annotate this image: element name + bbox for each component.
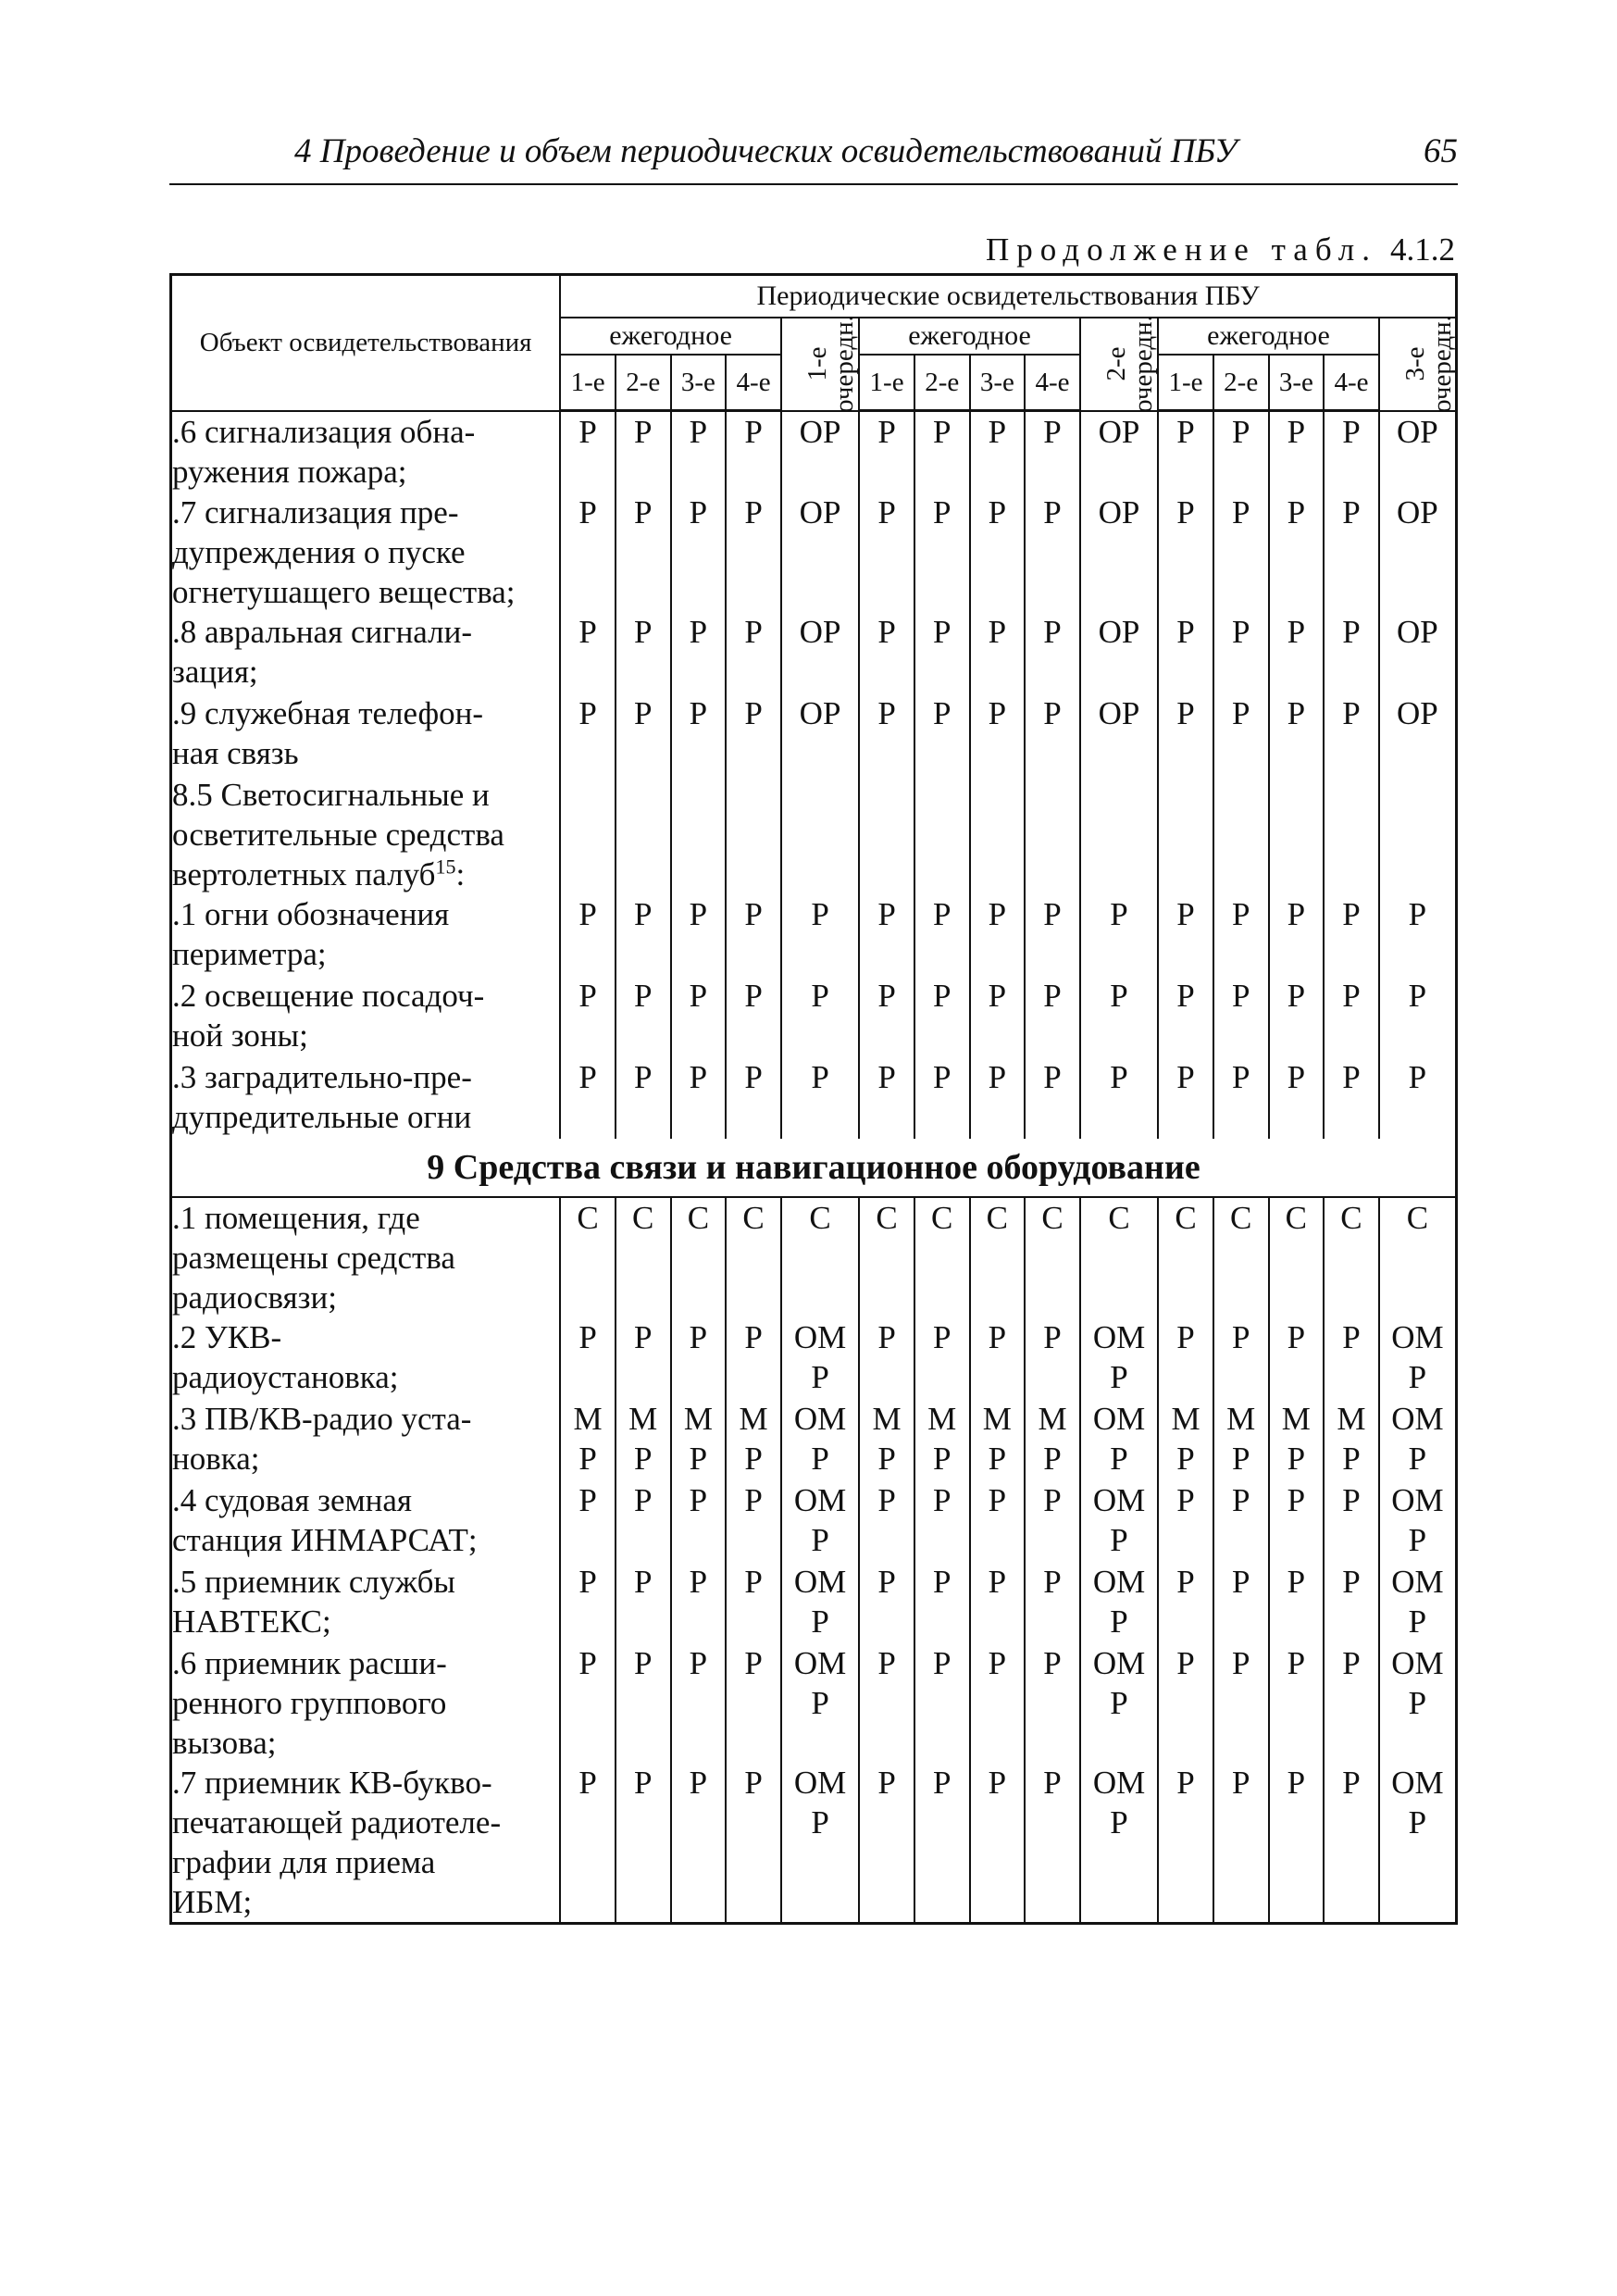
cell-value: Р <box>970 612 1026 693</box>
cell-value: Р <box>671 612 727 693</box>
cell-value: Р <box>1025 411 1080 493</box>
cell-value: ОМ Р <box>1379 1643 1457 1763</box>
cell-value: ОМ Р <box>1080 1480 1158 1562</box>
cell-value: Р <box>970 894 1026 976</box>
cell-value: Р <box>1158 411 1213 493</box>
cell-value: Р <box>671 1480 727 1562</box>
cell-value: ОМ Р <box>1379 1399 1457 1480</box>
cell-value: Р <box>1158 1562 1213 1643</box>
cell-value: ОМ Р <box>1080 1399 1158 1480</box>
cell-value: Р <box>1025 693 1080 775</box>
annual-header-2: ежегодное <box>859 318 1080 355</box>
page-number: 65 <box>1424 132 1458 170</box>
cell-value: Р <box>671 1317 727 1399</box>
cell-value: Р <box>726 411 781 493</box>
cell-value: Р <box>1158 1480 1213 1562</box>
cell-value: С <box>616 1197 671 1317</box>
cell-value: Р <box>1158 693 1213 775</box>
cell-value: ОМ Р <box>1080 1763 1158 1924</box>
cell-value: ОР <box>781 411 859 493</box>
cell-value: Р <box>1324 693 1379 775</box>
cell-value: Р <box>560 1643 616 1763</box>
cell-value: М Р <box>914 1399 970 1480</box>
cell-value: Р <box>970 411 1026 493</box>
cell-value: Р <box>970 1562 1026 1643</box>
row-label: .6 приемник расши- ренного группового вызова; <box>171 1643 561 1763</box>
cell-value: Р <box>1025 1763 1080 1924</box>
cell-value: Р <box>1213 612 1269 693</box>
cell-value: ОР <box>1080 493 1158 612</box>
cell-value: Р <box>1379 1057 1457 1139</box>
cell-value: Р <box>1269 1480 1325 1562</box>
table-row <box>171 1197 1457 1317</box>
cell-value: Р <box>726 1480 781 1562</box>
cell-value: Р <box>1379 976 1457 1057</box>
cell-value: Р <box>560 1480 616 1562</box>
cell-value: Р <box>1269 1643 1325 1763</box>
cell-value: Р <box>1269 1317 1325 1399</box>
cell-value: Р <box>616 1317 671 1399</box>
cell-value: Р <box>560 976 616 1057</box>
table-row <box>171 1399 1457 1480</box>
cell-value: Р <box>1158 612 1213 693</box>
cell-value: Р <box>914 1317 970 1399</box>
cell-value: Р <box>970 1480 1026 1562</box>
cell-value: Р <box>726 976 781 1057</box>
cell-value: Р <box>671 1562 727 1643</box>
cell-value: ОР <box>1379 693 1457 775</box>
cell-value: Р <box>859 693 914 775</box>
cell-value: М Р <box>1025 1399 1080 1480</box>
cell-value: Р <box>1158 976 1213 1057</box>
row-label: .6 сигнализация обна- ружения пожара; <box>171 411 561 493</box>
cell-value: Р <box>560 411 616 493</box>
cell-value: Р <box>914 894 970 976</box>
inspection-table <box>169 273 1458 1925</box>
cell-value: Р <box>970 1057 1026 1139</box>
cell-value: ОР <box>1080 411 1158 493</box>
cell-value: С <box>1324 1197 1379 1317</box>
cell-value: Р <box>970 1317 1026 1399</box>
cell-value: С <box>1158 1197 1213 1317</box>
cell-value: ОМ Р <box>1379 1480 1457 1562</box>
sub-header: 1-е <box>859 355 914 411</box>
cell-value: Р <box>616 693 671 775</box>
cell-value: Р <box>616 894 671 976</box>
row-label: .2 УКВ- радиоустановка; <box>171 1317 561 1399</box>
cell-value: Р <box>1324 493 1379 612</box>
cell-value: С <box>781 1197 859 1317</box>
cell-value: М Р <box>726 1399 781 1480</box>
cell-value: Р <box>671 1057 727 1139</box>
table-row <box>171 894 1457 976</box>
cell-value: С <box>914 1197 970 1317</box>
cell-value: Р <box>726 693 781 775</box>
cell-value: С <box>1025 1197 1080 1317</box>
cell-value: Р <box>1213 693 1269 775</box>
row-label: .9 служебная телефон- ная связь <box>171 693 561 775</box>
cell-value: ОР <box>1379 612 1457 693</box>
cell-value: Р <box>1213 976 1269 1057</box>
cell-value: Р <box>1213 1057 1269 1139</box>
cell-value: Р <box>859 1480 914 1562</box>
cell-value: Р <box>671 894 727 976</box>
running-head-title: 4 Проведение и объем периодических освидетельствований ПБУ <box>294 132 1238 170</box>
cell-value: М Р <box>616 1399 671 1480</box>
cell-value: ОР <box>1379 411 1457 493</box>
cell-value: Р <box>1324 1562 1379 1643</box>
cell-value: ОР <box>1080 612 1158 693</box>
sub-header: 3-е <box>970 355 1026 411</box>
cell-value: Р <box>1158 1057 1213 1139</box>
table-row <box>171 1643 1457 1763</box>
cell-value: Р <box>914 493 970 612</box>
cell-value: ОМ Р <box>781 1562 859 1643</box>
sub-header: 3-е <box>671 355 727 411</box>
sub-header: 3-е <box>1269 355 1325 411</box>
row-label: .3 ПВ/КВ-радио уста- новка; <box>171 1399 561 1480</box>
cell-value: Р <box>560 1763 616 1924</box>
table-row <box>171 775 1457 894</box>
cell-value: Р <box>560 693 616 775</box>
cell-value: ОМ Р <box>1080 1643 1158 1763</box>
cell-value: Р <box>1324 411 1379 493</box>
cell-value: ОМ Р <box>781 1480 859 1562</box>
cell-value: М Р <box>1324 1399 1379 1480</box>
table-row <box>171 976 1457 1057</box>
cell-value: М Р <box>1269 1399 1325 1480</box>
cell-value: Р <box>1324 612 1379 693</box>
cell-value: Р <box>726 1562 781 1643</box>
cell-value: Р <box>1213 1480 1269 1562</box>
cell-value: Р <box>970 493 1026 612</box>
cell-value: Р <box>970 1763 1026 1924</box>
cell-value: Р <box>1158 1763 1213 1924</box>
cell-value: Р <box>1025 1562 1080 1643</box>
cell-value: Р <box>970 976 1026 1057</box>
cell-value: Р <box>726 1643 781 1763</box>
cell-value: Р <box>859 1643 914 1763</box>
cell-value: Р <box>1158 1643 1213 1763</box>
table-row <box>171 493 1457 612</box>
caption-table-ref: 4.1.2 <box>1390 231 1455 268</box>
cell-value: Р <box>970 1643 1026 1763</box>
cell-value: Р <box>616 1480 671 1562</box>
annual-header-1: ежегодное <box>560 318 781 355</box>
cell-value: ОР <box>781 612 859 693</box>
cell-value: ОМ Р <box>781 1317 859 1399</box>
cell-value: Р <box>1025 976 1080 1057</box>
cell-value: Р <box>1324 1643 1379 1763</box>
cell-value: Р <box>616 1763 671 1924</box>
row-label: .3 заградительно-пре- дупредительные огни <box>171 1057 561 1139</box>
cell-value: Р <box>1213 1643 1269 1763</box>
cell-value: Р <box>914 1643 970 1763</box>
cell-value: С <box>1080 1197 1158 1317</box>
cell-value: Р <box>1269 612 1325 693</box>
regular-header-1: 1-е очередн. <box>781 318 859 411</box>
cell-value: Р <box>1213 894 1269 976</box>
sub-header: 4-е <box>1025 355 1080 411</box>
cell-value: С <box>560 1197 616 1317</box>
cell-value: Р <box>1379 894 1457 976</box>
cell-value: Р <box>1269 976 1325 1057</box>
cell-value: Р <box>970 693 1026 775</box>
cell-value: С <box>1213 1197 1269 1317</box>
cell-value: Р <box>726 612 781 693</box>
cell-value: Р <box>1158 493 1213 612</box>
cell-value: М Р <box>970 1399 1026 1480</box>
cell-value: Р <box>1080 976 1158 1057</box>
cell-value: Р <box>616 1643 671 1763</box>
row-label: .4 судовая земная станция ИНМАРСАТ; <box>171 1480 561 1562</box>
cell-value: М Р <box>1213 1399 1269 1480</box>
cell-value: М Р <box>560 1399 616 1480</box>
cell-value: ОМ Р <box>1379 1562 1457 1643</box>
cell-value: Р <box>1269 894 1325 976</box>
cell-value: Р <box>616 1057 671 1139</box>
table-row <box>171 411 1457 493</box>
cell-value: ОР <box>781 493 859 612</box>
cell-value: С <box>970 1197 1026 1317</box>
sub-header: 2-е <box>616 355 671 411</box>
cell-value: Р <box>859 976 914 1057</box>
cell-value: ОМ Р <box>1080 1317 1158 1399</box>
cell-value: Р <box>1080 1057 1158 1139</box>
cell-value: Р <box>859 612 914 693</box>
regular-header-3: 3-е очередн. <box>1379 318 1457 411</box>
cell-value: Р <box>671 411 727 493</box>
cell-value: Р <box>859 1562 914 1643</box>
cell-value: Р <box>781 976 859 1057</box>
section-title: 9 Средства связи и навигационное оборудование <box>427 1147 1200 1187</box>
cell-value: Р <box>1025 612 1080 693</box>
cell-value: Р <box>781 894 859 976</box>
cell-value: Р <box>560 1057 616 1139</box>
cell-value: Р <box>914 612 970 693</box>
row-label: .7 сигнализация пре- дупреждения о пуске огнетушащего вещества; <box>171 493 561 612</box>
row-label: .1 помещения, где размещены средства радиосвязи; <box>171 1197 561 1317</box>
running-head <box>169 130 1458 185</box>
cell-value: Р <box>859 894 914 976</box>
annual-header-3: ежегодное <box>1158 318 1379 355</box>
row-label: .1 огни обозначения периметра; <box>171 894 561 976</box>
cell-value: Р <box>671 493 727 612</box>
cell-value: Р <box>560 612 616 693</box>
cell-value: Р <box>1269 693 1325 775</box>
cell-value: Р <box>1025 894 1080 976</box>
row-label: .2 освещение посадоч- ной зоны; <box>171 976 561 1057</box>
row-label: .5 приемник службы НАВТЕКС; <box>171 1562 561 1643</box>
regular-header-2: 2-е очередн. <box>1080 318 1158 411</box>
cell-value: Р <box>1158 894 1213 976</box>
cell-value: Р <box>1080 894 1158 976</box>
cell-value: ОР <box>781 693 859 775</box>
cell-value: Р <box>1269 1763 1325 1924</box>
cell-value: Р <box>616 612 671 693</box>
table-row <box>171 1317 1457 1399</box>
cell-value: ОР <box>1080 693 1158 775</box>
cell-value: Р <box>1324 1057 1379 1139</box>
cell-value: Р <box>616 411 671 493</box>
cell-value: ОМ Р <box>781 1399 859 1480</box>
cell-value: Р <box>1025 1643 1080 1763</box>
cell-value: ОМ Р <box>1080 1562 1158 1643</box>
cell-value: Р <box>914 411 970 493</box>
cell-value: Р <box>1025 1480 1080 1562</box>
cell-value: Р <box>1269 493 1325 612</box>
cell-value: Р <box>1213 493 1269 612</box>
cell-value: Р <box>671 1763 727 1924</box>
cell-value: С <box>859 1197 914 1317</box>
sub-header: 1-е <box>1158 355 1213 411</box>
cell-value: Р <box>560 894 616 976</box>
cell-value: С <box>1269 1197 1325 1317</box>
cell-value: Р <box>1158 1317 1213 1399</box>
cell-value: Р <box>1324 1763 1379 1924</box>
sub-header: 2-е <box>914 355 970 411</box>
cell-value: Р <box>560 1562 616 1643</box>
cell-value: Р <box>671 693 727 775</box>
sub-header: 4-е <box>726 355 781 411</box>
cell-value: Р <box>1269 1562 1325 1643</box>
cell-value: Р <box>671 976 727 1057</box>
cell-value: Р <box>1025 1317 1080 1399</box>
cell-value: ОР <box>1379 493 1457 612</box>
cell-value: Р <box>1213 1562 1269 1643</box>
cell-value: С <box>1379 1197 1457 1317</box>
cell-value: Р <box>1269 1057 1325 1139</box>
cell-value: Р <box>781 1057 859 1139</box>
cell-value: Р <box>914 693 970 775</box>
cell-value: М Р <box>671 1399 727 1480</box>
table-row <box>171 1480 1457 1562</box>
cell-value: Р <box>616 493 671 612</box>
table-caption <box>986 231 1455 268</box>
sub-header: 4-е <box>1324 355 1379 411</box>
cell-value: Р <box>859 1317 914 1399</box>
cell-value: Р <box>859 493 914 612</box>
cell-value: Р <box>1213 1763 1269 1924</box>
cell-value: С <box>726 1197 781 1317</box>
cell-value: Р <box>671 1643 727 1763</box>
cell-value: Р <box>859 1057 914 1139</box>
cell-value: Р <box>726 894 781 976</box>
table-row <box>171 693 1457 775</box>
cell-value: М Р <box>1158 1399 1213 1480</box>
object-column-header: Объект освидетельствования <box>171 275 561 411</box>
cell-value: Р <box>914 1562 970 1643</box>
cell-value: Р <box>859 411 914 493</box>
table-row <box>171 612 1457 693</box>
cell-value: Р <box>914 976 970 1057</box>
cell-value: Р <box>1213 411 1269 493</box>
section-row <box>171 1139 1457 1197</box>
cell-value: ОМ Р <box>781 1643 859 1763</box>
cell-value: Р <box>1324 1317 1379 1399</box>
table-row <box>171 1763 1457 1924</box>
table-row <box>171 1057 1457 1139</box>
caption-prefix: Продолжение табл. <box>986 231 1377 268</box>
cell-value: Р <box>1213 1317 1269 1399</box>
cell-value: Р <box>914 1057 970 1139</box>
cell-value: Р <box>1324 894 1379 976</box>
cell-value: Р <box>560 493 616 612</box>
cell-value: Р <box>616 976 671 1057</box>
cell-value: ОМ Р <box>1379 1763 1457 1924</box>
cell-value: Р <box>859 1763 914 1924</box>
cell-value: Р <box>914 1763 970 1924</box>
cell-value: Р <box>616 1562 671 1643</box>
cell-value: Р <box>1025 1057 1080 1139</box>
cell-value: Р <box>726 1763 781 1924</box>
cell-value: Р <box>1025 493 1080 612</box>
cell-value: Р <box>726 493 781 612</box>
cell-value: Р <box>1324 1480 1379 1562</box>
cell-value: Р <box>1324 976 1379 1057</box>
cell-value: Р <box>560 1317 616 1399</box>
table-row <box>171 1562 1457 1643</box>
cell-value: Р <box>1269 411 1325 493</box>
sub-header: 1-е <box>560 355 616 411</box>
row-label: .7 приемник КВ-букво- печатающей радиотеле- графии для приема ИБМ; <box>171 1763 561 1924</box>
cell-value: ОМ Р <box>781 1763 859 1924</box>
row-label: .8 авральная сигнали- зация; <box>171 612 561 693</box>
cell-value: Р <box>914 1480 970 1562</box>
cell-value: С <box>671 1197 727 1317</box>
sub-header: 2-е <box>1213 355 1269 411</box>
cell-value: М Р <box>859 1399 914 1480</box>
cell-value: Р <box>726 1057 781 1139</box>
periodic-header: Периодические освидетельствования ПБУ <box>560 275 1456 318</box>
cell-value: ОМ Р <box>1379 1317 1457 1399</box>
row-label: 8.5 Светосигнальные и осветительные средства вертолетных палуб$^{15}$: <box>171 775 561 894</box>
cell-value: Р <box>726 1317 781 1399</box>
